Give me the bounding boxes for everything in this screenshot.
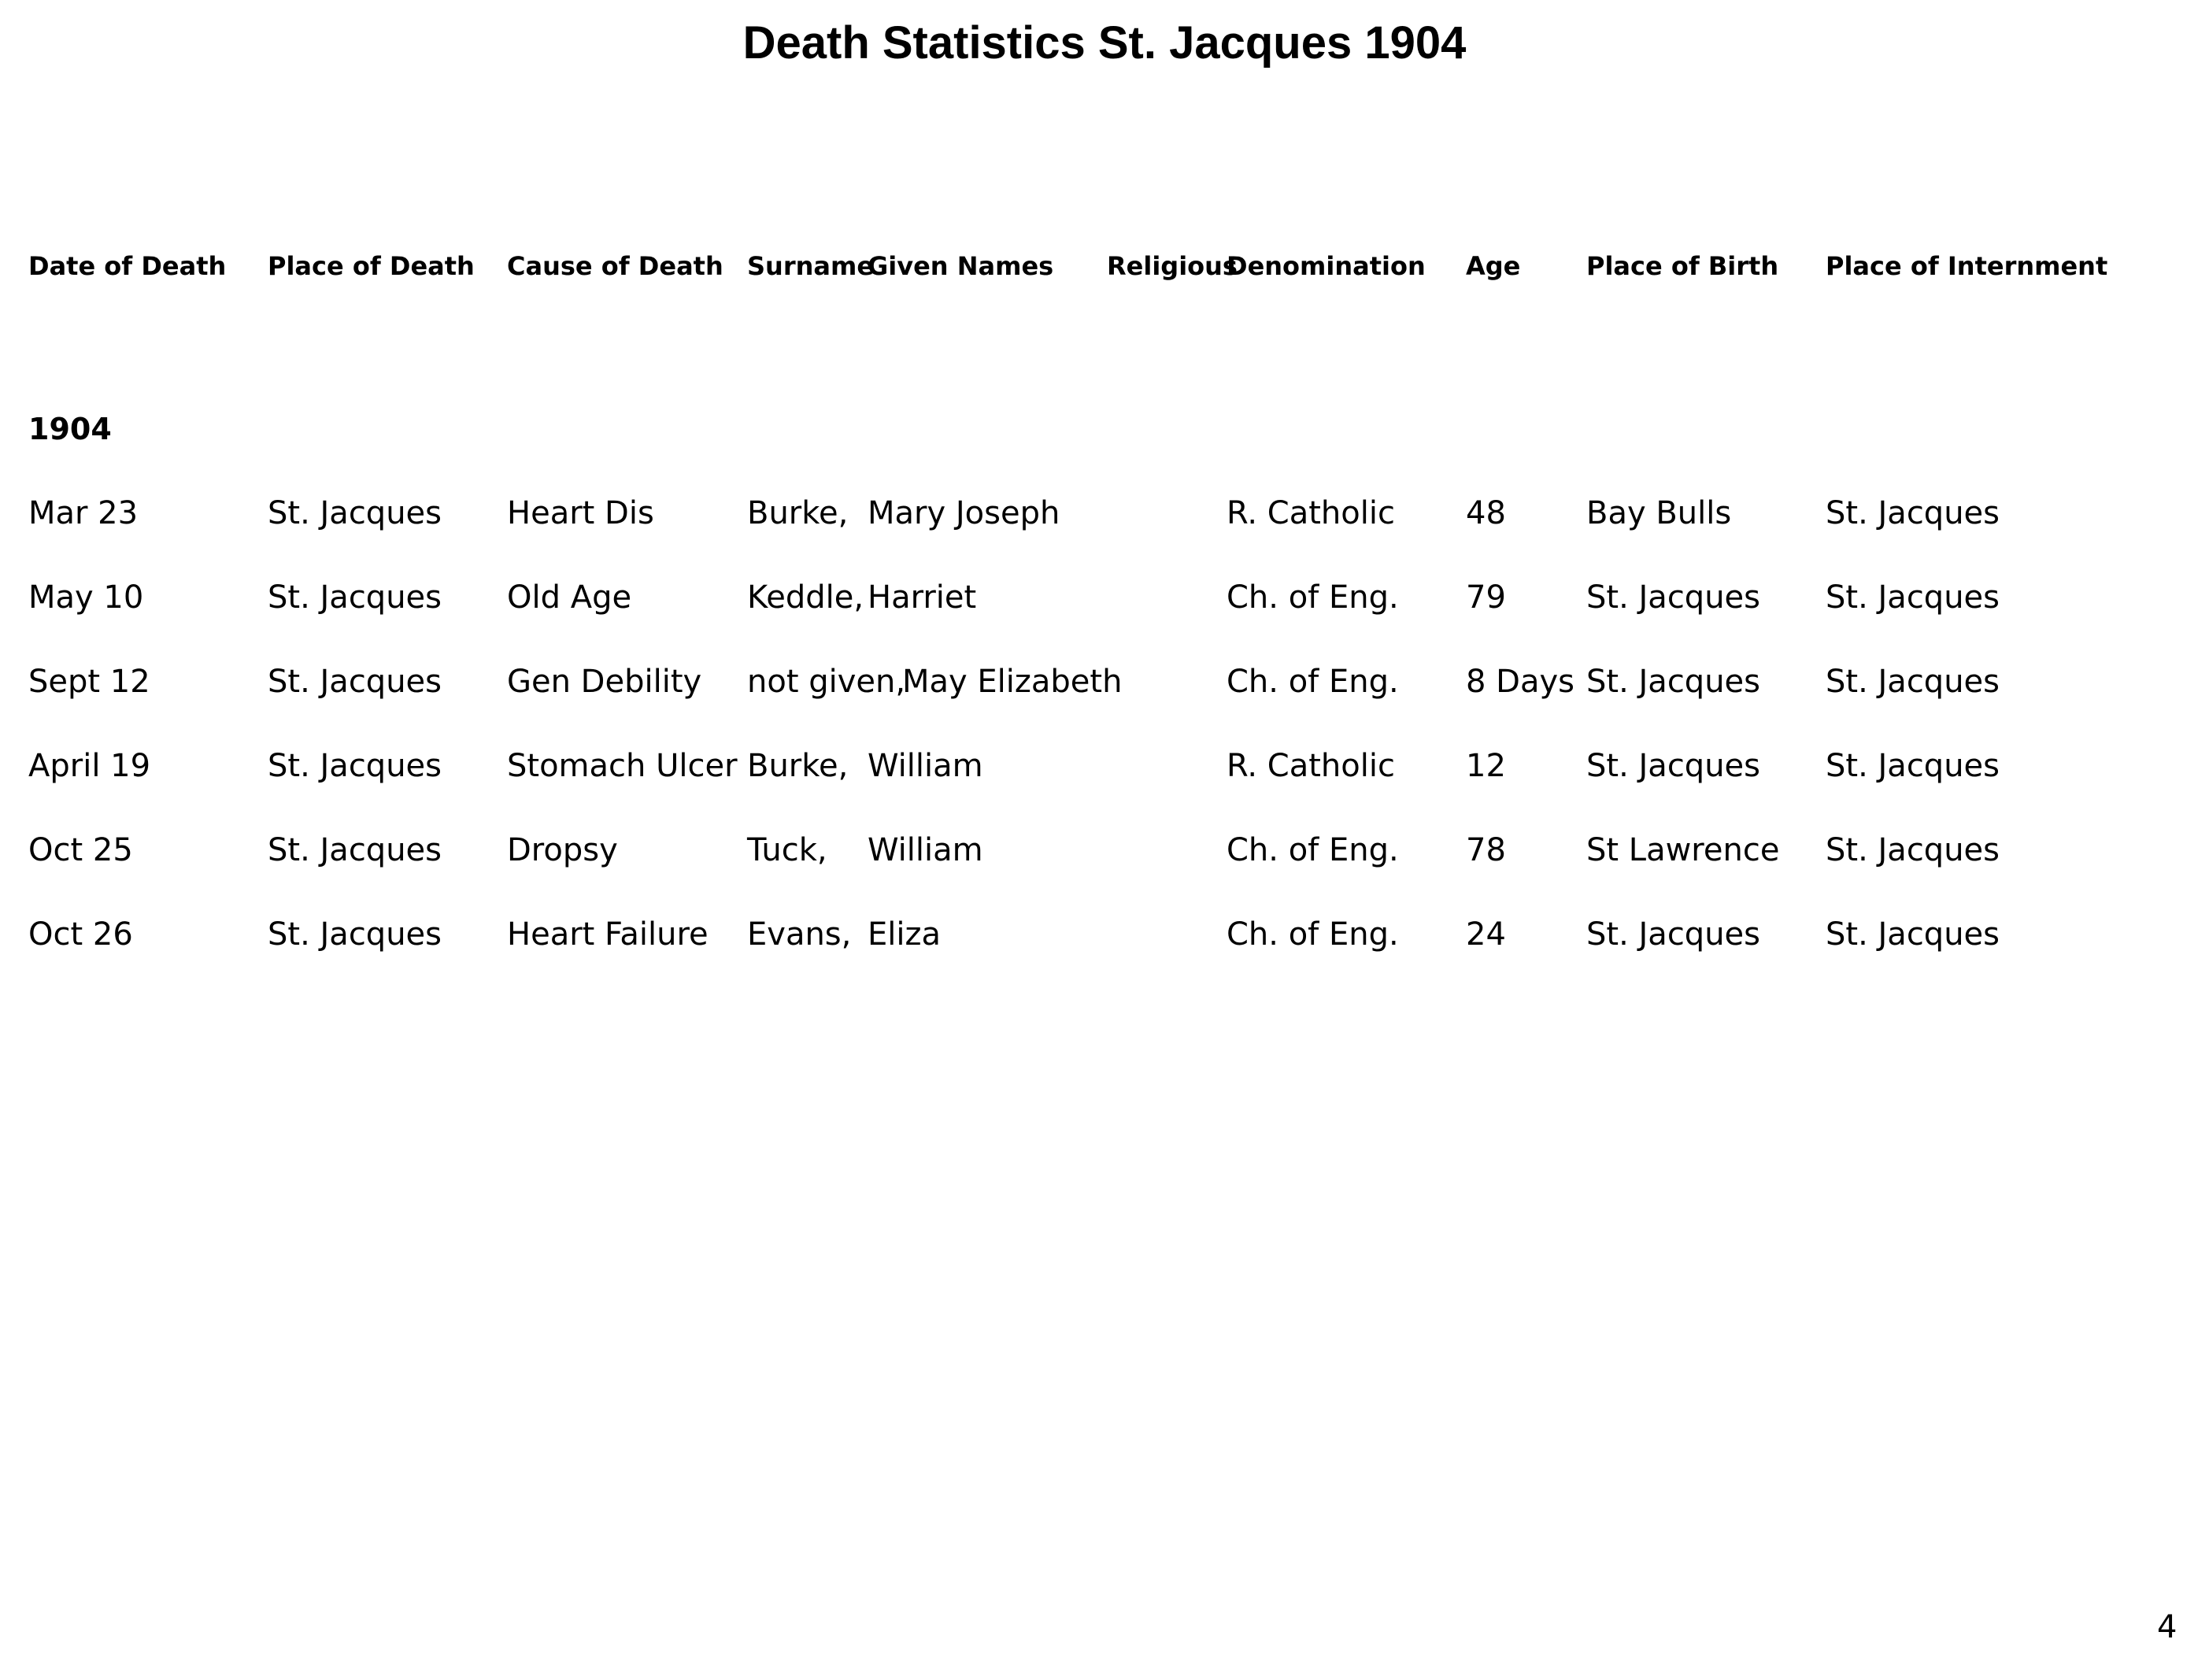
cell-place-of-internment: St. Jacques: [1826, 579, 2000, 616]
column-header-date-of-death: Date of Death: [28, 251, 227, 281]
cell-religious-denomination: R. Catholic: [1227, 748, 1395, 784]
column-header-given-names: Given Names: [868, 251, 1054, 281]
table-row: [0, 746, 2209, 793]
column-header-religious: Religious: [1107, 251, 1238, 281]
cell-surname: Evans,: [747, 916, 852, 953]
cell-cause-of-death: Old Age: [507, 579, 632, 616]
cell-place-of-death: St. Jacques: [268, 495, 442, 531]
cell-surname: not given,: [747, 664, 906, 700]
cell-date-of-death: Mar 23: [28, 495, 139, 531]
column-header-surname: Surname: [747, 251, 875, 281]
cell-date-of-death: April 19: [28, 748, 151, 784]
cell-religious-denomination: Ch. of Eng.: [1227, 664, 1399, 700]
cell-place-of-birth: St Lawrence: [1586, 832, 1780, 868]
cell-age: 12: [1466, 748, 1506, 784]
column-header-cause-of-death: Cause of Death: [507, 251, 723, 281]
cell-place-of-birth: St. Jacques: [1586, 916, 1760, 953]
cell-place-of-internment: St. Jacques: [1826, 916, 2000, 953]
cell-cause-of-death: Gen Debility: [507, 664, 702, 700]
column-header-place-of-death: Place of Death: [268, 251, 475, 281]
cell-age: 8 Days: [1466, 664, 1574, 700]
cell-religious-denomination: Ch. of Eng.: [1227, 832, 1399, 868]
column-header-place-of-internment: Place of Internment: [1826, 251, 2108, 281]
column-header-age: Age: [1466, 251, 1521, 281]
cell-place-of-birth: Bay Bulls: [1586, 495, 1732, 531]
cell-given-names: May Elizabeth: [902, 664, 1123, 700]
page-title: Death Statistics St. Jacques 1904: [742, 17, 1467, 68]
cell-date-of-death: Oct 25: [28, 832, 133, 868]
cell-place-of-death: St. Jacques: [268, 579, 442, 616]
cell-given-names: Mary Joseph: [868, 495, 1060, 531]
cell-place-of-death: St. Jacques: [268, 832, 442, 868]
cell-date-of-death: Oct 26: [28, 916, 133, 953]
cell-age: 24: [1466, 916, 1506, 953]
cell-date-of-death: Sept 12: [28, 664, 150, 700]
table-row: [0, 661, 2209, 709]
cell-surname: Burke,: [747, 495, 849, 531]
cell-age: 78: [1466, 832, 1506, 868]
cell-religious-denomination: Ch. of Eng.: [1227, 916, 1399, 953]
cell-date-of-death: May 10: [28, 579, 144, 616]
column-header-place-of-birth: Place of Birth: [1586, 251, 1779, 281]
cell-surname: Burke,: [747, 748, 849, 784]
cell-given-names: William: [868, 832, 983, 868]
section-year-heading: 1904: [28, 412, 112, 446]
cell-given-names: William: [868, 748, 983, 784]
cell-surname: Tuck,: [747, 832, 827, 868]
cell-religious-denomination: R. Catholic: [1227, 495, 1395, 531]
cell-place-of-internment: St. Jacques: [1826, 495, 2000, 531]
cell-given-names: Harriet: [868, 579, 977, 616]
cell-place-of-birth: St. Jacques: [1586, 579, 1760, 616]
table-row: [0, 493, 2209, 540]
cell-cause-of-death: Heart Failure: [507, 916, 709, 953]
cell-place-of-internment: St. Jacques: [1826, 664, 2000, 700]
cell-religious-denomination: Ch. of Eng.: [1227, 579, 1399, 616]
cell-place-of-death: St. Jacques: [268, 916, 442, 953]
cell-given-names: Eliza: [868, 916, 942, 953]
cell-cause-of-death: Dropsy: [507, 832, 618, 868]
table-row: [0, 914, 2209, 961]
table-row: [0, 830, 2209, 877]
cell-place-of-birth: St. Jacques: [1586, 748, 1760, 784]
cell-place-of-death: St. Jacques: [268, 664, 442, 700]
cell-place-of-internment: St. Jacques: [1826, 748, 2000, 784]
cell-age: 48: [1466, 495, 1506, 531]
table-row: [0, 577, 2209, 624]
cell-age: 79: [1466, 579, 1506, 616]
column-header-denomination: Denomination: [1227, 251, 1426, 281]
cell-cause-of-death: Heart Dis: [507, 495, 654, 531]
cell-place-of-birth: St. Jacques: [1586, 664, 1760, 700]
cell-surname: Keddle,: [747, 579, 864, 616]
page-number: 4: [2157, 1609, 2178, 1645]
cell-cause-of-death: Stomach Ulcer: [507, 748, 738, 784]
cell-place-of-internment: St. Jacques: [1826, 832, 2000, 868]
cell-place-of-death: St. Jacques: [268, 748, 442, 784]
